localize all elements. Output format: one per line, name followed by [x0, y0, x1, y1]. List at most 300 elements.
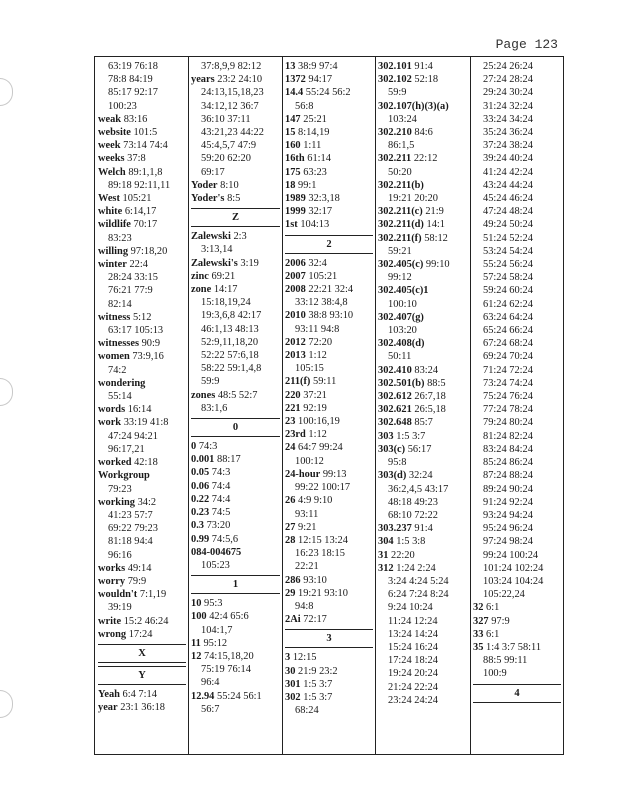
index-term: 302 [285, 691, 301, 703]
column-divider [282, 56, 283, 755]
index-continuation-refs: 75:19 76:14 [201, 664, 251, 676]
index-entry [191, 230, 280, 243]
index-term: 304 [378, 536, 394, 548]
column-divider [188, 56, 189, 755]
index-continuation-refs: 99:22 100:17 [295, 482, 351, 494]
index-entry [285, 126, 373, 139]
index-continuation-refs: 3:24 4:24 5:24 [388, 575, 449, 587]
index-continuation-refs: 52:9,11,18,20 [201, 336, 259, 348]
index-entry [285, 468, 373, 481]
index-continuation-refs: 86:1,5 [388, 140, 415, 152]
index-term: Welch [98, 166, 126, 178]
index-term: write [98, 615, 122, 627]
index-continuation-refs: 103:20 [388, 325, 417, 337]
page-line-refs: 6:1 [486, 628, 500, 640]
index-continuation-refs: 93:24 94:24 [483, 509, 533, 521]
index-continuation-refs: 27:24 28:24 [483, 74, 533, 86]
page-line-refs: 97:18,20 [130, 245, 168, 257]
page-line-refs: 83:16 [123, 113, 148, 125]
page-line-refs: 105:21 [308, 270, 338, 282]
page-line-refs: 38:8 93:10 [308, 310, 354, 322]
index-entry [285, 336, 373, 349]
index-entry [285, 113, 373, 126]
index-column-2 [191, 60, 280, 750]
index-continuation-refs: 85:17 92:17 [108, 87, 158, 99]
page-line-refs: 4:9 9:10 [298, 495, 333, 507]
page-line-refs: 74:5 [211, 507, 231, 519]
index-entry [98, 218, 186, 231]
letter-section-header: Z [191, 208, 280, 227]
index-continuation-refs: 19:24 20:24 [388, 668, 438, 680]
page-line-refs: 21:9 [425, 206, 444, 218]
index-term: 302.107(h)(3)(a) [378, 100, 449, 112]
index-term: 14.4 [285, 87, 304, 99]
index-continuation-refs: 19:3,6,8 42:17 [201, 310, 262, 322]
page-line-refs: 22:20 [391, 549, 415, 561]
page-line-refs: 74:5,6 [211, 533, 239, 545]
index-continuation-refs: 103:24 104:24 [483, 575, 544, 587]
index-entry [285, 402, 373, 415]
index-term: wildlife [98, 219, 131, 231]
index-entry [285, 218, 373, 231]
index-term: 303.237 [378, 523, 412, 535]
index-continuation-refs: 79:23 [108, 483, 132, 495]
index-entry [98, 496, 186, 509]
index-term: 16th [285, 153, 305, 165]
index-entry [378, 73, 468, 86]
index-term: Yoder [191, 179, 218, 191]
index-entry [378, 337, 468, 350]
page-line-refs: 8:10 [220, 179, 239, 191]
index-continuation-refs: 82:14 [108, 298, 132, 310]
index-entry [285, 441, 373, 454]
page-line-refs: 91:4 [414, 523, 433, 535]
index-term: years [191, 74, 215, 86]
page-line-refs: 25:21 [303, 113, 327, 125]
index-continuation-refs: 83:24 84:24 [483, 443, 533, 455]
page-line-refs: 88:5 [427, 377, 446, 389]
index-entry [98, 337, 186, 350]
index-term: 302.648 [378, 417, 412, 429]
index-term: 2007 [285, 270, 306, 282]
index-continuation-refs: 89:18 92:11,11 [108, 179, 171, 191]
page-line-refs: 32:3,18 [308, 193, 340, 205]
index-continuation-refs: 51:24 52:24 [483, 232, 533, 244]
index-entry [378, 179, 468, 192]
index-continuation-refs: 47:24 94:21 [108, 430, 158, 442]
index-continuation-refs: 99:12 [388, 272, 412, 284]
index-continuation-refs: 75:24 76:24 [483, 391, 533, 403]
index-term: 160 [285, 140, 301, 152]
index-entry [285, 86, 373, 99]
index-entry [285, 613, 373, 626]
index-entry [98, 575, 186, 588]
punch-hole [0, 78, 13, 106]
index-entry [285, 389, 373, 402]
index-entry [285, 309, 373, 322]
index-continuation-refs: 78:8 84:19 [108, 74, 153, 86]
index-entry [378, 416, 468, 429]
index-term: 0.06 [191, 480, 210, 492]
page-line-refs: 32:17 [308, 206, 333, 218]
index-entry [285, 665, 373, 678]
page-line-refs: 56:17 [407, 443, 432, 455]
index-entry [378, 562, 468, 575]
page-line-refs: 12:15 13:24 [298, 534, 348, 546]
index-term: wouldn't [98, 589, 138, 601]
index-term: 301 [285, 678, 301, 690]
index-entry [191, 179, 280, 192]
index-continuation-refs: 59:9 [201, 376, 220, 388]
index-continuation-refs: 6:24 7:24 8:24 [388, 589, 449, 601]
page-line-refs: 8:14,19 [298, 127, 330, 139]
index-continuation-refs: 33:12 38:4,8 [295, 297, 348, 309]
page-line-refs: 74:3 [211, 467, 231, 479]
page-line-refs: 14:1 [426, 219, 445, 231]
index-term: 302.405(c) [378, 259, 424, 271]
index-continuation-refs: 16:23 18:15 [295, 548, 345, 560]
index-term: 302.501(b) [378, 377, 425, 389]
index-entry [285, 166, 373, 179]
index-continuation-refs: 25:24 26:24 [483, 61, 533, 72]
index-term: 2008 [285, 284, 306, 296]
index-continuation-refs: 36:10 37:11 [201, 113, 251, 125]
index-term: 211(f) [285, 376, 311, 388]
index-continuation-refs: 100:12 [295, 455, 324, 467]
index-term: 1999 [285, 206, 306, 218]
index-term: 0.001 [191, 454, 215, 466]
index-entry [191, 257, 280, 270]
index-continuation-refs: 69:24 70:24 [483, 351, 533, 363]
index-term: 18 [285, 179, 296, 191]
page-line-refs: 6:1 [486, 602, 500, 614]
index-term: 302.211(d) [378, 219, 424, 231]
index-term: 35 [473, 641, 484, 653]
index-entry [191, 506, 280, 519]
index-term: 13 [285, 61, 296, 72]
index-term: zones [191, 389, 216, 401]
index-entry [285, 139, 373, 152]
index-term: 286 [285, 574, 301, 586]
page-number: Page 123 [495, 37, 558, 52]
page-line-refs: 22:21 32:4 [308, 284, 354, 296]
index-continuation-refs: 63:17 105:13 [108, 325, 164, 337]
index-continuation-refs: 96:4 [201, 677, 220, 689]
page-line-refs: 42:18 [134, 457, 158, 469]
index-entry [285, 270, 373, 283]
letter-section-header: 4 [473, 684, 561, 703]
index-continuation-refs: 39:24 40:24 [483, 153, 533, 165]
index-continuation-refs: 53:24 54:24 [483, 245, 533, 257]
index-entry [285, 534, 373, 547]
index-continuation-refs: 93:11 [295, 508, 319, 520]
index-term: 327 [473, 615, 489, 627]
page-line-refs: 2:3 [233, 231, 247, 243]
page-line-refs: 90:9 [141, 338, 161, 350]
page-line-refs: 32:4 [308, 257, 327, 269]
page-line-refs: 93:10 [303, 574, 327, 586]
index-entry [191, 637, 280, 650]
index-continuation-refs: 37:24 38:24 [483, 140, 533, 152]
index-entry [98, 588, 186, 601]
index-entry [191, 690, 280, 703]
index-continuation-refs: 34:12,12 36:7 [201, 100, 259, 112]
index-continuation-refs: 97:24 98:24 [483, 536, 533, 548]
index-entry [378, 549, 468, 562]
page-line-refs: 63:23 [303, 166, 327, 178]
page-line-refs: 88:17 [217, 454, 241, 466]
index-continuation-refs: 65:24 66:24 [483, 325, 533, 337]
page-line-refs: 34:2 [137, 496, 157, 508]
page-line-refs: 7:1,19 [139, 589, 167, 601]
index-term: witnesses [98, 338, 139, 350]
index-term: Workgroup [98, 470, 150, 482]
index-continuation-refs: 48:18 49:23 [388, 496, 438, 508]
index-continuation-refs: 76:21 77:9 [108, 285, 153, 297]
page-line-refs: 74:3 [198, 441, 218, 453]
index-entry [98, 258, 186, 271]
index-continuation-refs: 56:8 [295, 100, 314, 112]
index-entry [378, 469, 468, 482]
letter-section-header: Y [98, 666, 186, 685]
page-line-refs: 8:5 [227, 193, 241, 205]
index-continuation-refs: 59:20 62:20 [201, 153, 251, 165]
page-line-refs: 1:11 [303, 140, 322, 152]
index-term: worry [98, 575, 126, 587]
index-entry [378, 218, 468, 231]
index-entry [191, 597, 280, 610]
index-term: 175 [285, 166, 301, 178]
page-line-refs: 37:21 [303, 389, 327, 401]
index-term: 12.94 [191, 690, 215, 702]
index-continuation-refs: 81:18 94:4 [108, 536, 153, 548]
index-entry [378, 100, 468, 113]
index-entry [98, 688, 186, 701]
index-continuation-refs: 59:9 [388, 87, 407, 99]
index-continuation-refs: 43:21,23 44:22 [201, 127, 264, 139]
page-line-refs: 6:4 7:14 [122, 688, 157, 700]
index-term: zinc [191, 270, 209, 282]
index-continuation-refs: 63:19 76:18 [108, 61, 158, 72]
index-entry [378, 535, 468, 548]
index-entry [191, 546, 280, 559]
index-entry [378, 60, 468, 73]
index-term: year [98, 702, 118, 714]
index-entry [285, 678, 373, 691]
index-term: 2013 [285, 350, 306, 362]
index-column-3 [285, 60, 373, 750]
index-entry [473, 601, 561, 614]
index-continuation-refs: 56:7 [201, 703, 220, 715]
index-continuation-refs: 29:24 30:24 [483, 87, 533, 99]
page-line-refs: 1:4 3:7 58:11 [486, 641, 542, 653]
index-continuation-refs: 77:24 78:24 [483, 404, 533, 416]
index-entry [285, 691, 373, 704]
index-term: 30 [285, 665, 296, 677]
index-entry [285, 574, 373, 587]
index-term: 1989 [285, 193, 306, 205]
index-entry [98, 456, 186, 469]
index-term: 303(d) [378, 470, 407, 482]
index-continuation-refs: 91:24 92:24 [483, 496, 533, 508]
index-entry [191, 519, 280, 532]
page-line-refs: 49:14 [127, 562, 152, 574]
index-entry [285, 192, 373, 205]
index-continuation-refs: 96:16 [108, 549, 132, 561]
page-line-refs: 74:15,18,20 [204, 650, 254, 662]
page-line-refs: 12:15 [292, 652, 317, 664]
index-continuation-refs: 68:24 [295, 705, 319, 717]
index-entry [98, 416, 186, 429]
index-entry [285, 375, 373, 388]
index-entry [98, 166, 186, 179]
index-continuation-refs: 33:24 34:24 [483, 113, 533, 125]
index-continuation-refs: 59:24 60:24 [483, 285, 533, 297]
index-entry [98, 113, 186, 126]
page-line-refs: 55:24 56:1 [217, 690, 262, 702]
page-line-refs: 1:12 [308, 350, 327, 362]
index-entry [98, 377, 186, 390]
index-continuation-refs: 105:15 [295, 363, 324, 375]
index-entry [98, 126, 186, 139]
index-continuation-refs: 89:24 90:24 [483, 483, 533, 495]
page-line-refs: 79:9 [127, 575, 147, 587]
page-line-refs: 48:5 52:7 [217, 389, 258, 401]
index-term: 302.211 [378, 153, 412, 165]
index-term: 084-004675 [191, 546, 242, 558]
page-line-refs: 105:21 [122, 193, 152, 205]
index-continuation-refs: 46:1,13 48:13 [201, 323, 259, 335]
index-term: 32 [473, 602, 484, 614]
index-entry [378, 522, 468, 535]
index-entry [98, 205, 186, 218]
page-line-refs: 70:17 [133, 219, 158, 231]
index-continuation-refs: 103:24 [388, 113, 417, 125]
index-continuation-refs: 93:11 94:8 [295, 323, 340, 335]
page-line-refs: 38:9 97:4 [298, 61, 338, 72]
index-continuation-refs: 3:13,14 [201, 244, 233, 256]
column-divider [375, 56, 376, 755]
page-line-refs: 9:21 [298, 521, 317, 533]
index-continuation-refs: 94:8 [295, 600, 314, 612]
page-line-refs: 58:12 [424, 232, 448, 244]
index-continuation-refs: 13:24 14:24 [388, 628, 438, 640]
index-term: winter [98, 259, 127, 271]
index-continuation-refs: 31:24 32:24 [483, 100, 533, 112]
punch-hole [0, 690, 13, 718]
index-continuation-refs: 105:23 [201, 559, 230, 571]
index-entry [378, 126, 468, 139]
index-entry [191, 480, 280, 493]
index-term: 0.23 [191, 507, 210, 519]
index-continuation-refs: 104:1,7 [201, 624, 233, 636]
page-line-refs: 74:4 [211, 493, 231, 505]
index-continuation-refs: 28:24 33:15 [108, 272, 158, 284]
index-entry [378, 205, 468, 218]
index-entry [98, 245, 186, 258]
index-continuation-refs: 35:24 36:24 [483, 127, 533, 139]
index-continuation-refs: 15:24 16:24 [388, 641, 438, 653]
index-continuation-refs: 50:11 [388, 351, 412, 363]
page-line-refs: 26:7,18 [414, 391, 446, 403]
index-term: 33 [473, 628, 484, 640]
page-line-refs: 59:11 [313, 376, 337, 388]
page-line-refs: 69:21 [211, 270, 236, 282]
index-entry [285, 521, 373, 534]
index-term: works [98, 562, 126, 574]
index-entry [285, 257, 373, 270]
index-term: 27 [285, 521, 296, 533]
index-entry [285, 60, 373, 73]
index-term: 302.102 [378, 74, 412, 86]
index-term: 1st [285, 219, 298, 231]
index-term: website [98, 127, 131, 139]
page-line-refs: 21:9 23:2 [298, 665, 338, 677]
index-term: 302.211(b) [378, 179, 424, 191]
page-line-refs: 97:9 [491, 615, 510, 627]
index-entry [378, 284, 468, 297]
index-continuation-refs: 47:24 48:24 [483, 206, 533, 218]
index-term: 26 [285, 495, 296, 507]
index-entry [285, 73, 373, 86]
page-line-refs: 26:5,18 [414, 404, 446, 416]
index-entry [191, 73, 280, 86]
index-term: 220 [285, 389, 301, 401]
index-continuation-refs: 22:21 [295, 561, 319, 573]
index-continuation-refs: 71:24 72:24 [483, 364, 533, 376]
index-entry [285, 415, 373, 428]
index-term: 28 [285, 534, 296, 546]
index-entry [378, 311, 468, 324]
index-term: 302.211(c) [378, 206, 423, 218]
index-entry [285, 205, 373, 218]
index-term: 302.407(g) [378, 311, 424, 323]
page-line-refs: 89:1,1,8 [128, 166, 163, 178]
index-term: words [98, 404, 126, 416]
page-line-refs: 101:5 [133, 127, 158, 139]
index-term: 302.405(c)1 [378, 285, 429, 297]
index-term: 2Ai [285, 614, 301, 626]
index-continuation-refs: 23:24 24:24 [388, 694, 438, 706]
index-entry [191, 610, 280, 623]
index-continuation-refs: 88:5 99:11 [483, 655, 528, 667]
page-line-refs: 32:24 [408, 470, 433, 482]
index-entry [285, 651, 373, 664]
index-entry [191, 283, 280, 296]
index-term: witness [98, 311, 131, 323]
index-entry [98, 139, 186, 152]
index-continuation-refs: 15:18,19,24 [201, 297, 251, 309]
index-term: 24-hour [285, 468, 321, 480]
index-term: Zalewski [191, 231, 231, 243]
page-line-refs: 100:16,19 [298, 416, 340, 428]
index-term: Zalewski's [191, 257, 238, 269]
index-entry [98, 152, 186, 165]
index-continuation-refs: 100:10 [388, 298, 417, 310]
index-entry [285, 349, 373, 362]
index-entry [285, 428, 373, 441]
index-continuation-refs: 21:24 22:24 [388, 681, 438, 693]
index-term: 2012 [285, 336, 306, 348]
index-entry [473, 628, 561, 641]
index-term: 3 [285, 652, 291, 664]
index-entry [473, 641, 561, 654]
page-line-refs: 17:24 [128, 628, 153, 640]
index-term: 302.410 [378, 364, 412, 376]
index-continuation-refs: 95:8 [388, 457, 407, 469]
page-line-refs: 84:6 [414, 127, 433, 139]
index-continuation-refs: 100:9 [483, 668, 507, 680]
